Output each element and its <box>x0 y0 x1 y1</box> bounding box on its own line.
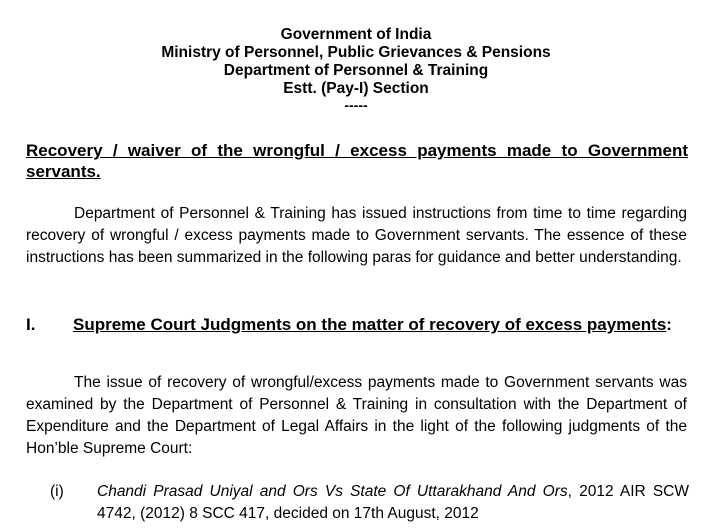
case-name: Chandi Prasad Uniyal and Ors Vs State Of Uttarakhand And Ors <box>97 483 568 500</box>
list-item-number: (i) <box>50 483 64 500</box>
header-ministry: Ministry of Personnel, Public Grievances & Pensions <box>161 44 551 61</box>
case-citation: , 2012 AIR SCW 4742, (2012) 8 SCC 417, decided on 17th August, 2012 <box>97 483 690 522</box>
section-title: Supreme Court Judgments on the matter of recovery of excess payments <box>73 315 667 334</box>
section-number: I. <box>26 315 36 334</box>
section-paragraph-text: The issue of recovery of wrongful/excess payments made to Government servants was examined by the Department of Personnel & Training in consultation with the Department of Expenditure and the Department of Legal Affairs in the light of the following judgments of the Hon’ble Supreme Court: <box>26 374 687 457</box>
header-government: Government of India <box>280 26 432 43</box>
intro-paragraph <box>26 203 687 269</box>
section-heading <box>73 314 689 335</box>
header-section: Estt. (Pay-I) Section <box>283 80 429 97</box>
document-title: Recovery / waiver of the wrongful / excess payments made to Government servants. <box>26 141 688 181</box>
list-item <box>97 481 689 525</box>
header-department: Department of Personnel & Training <box>223 62 489 79</box>
intro-paragraph-text: Department of Personnel & Training has issued instructions from time to time regarding recovery of wrongful / excess payments made to Government servants. The essence of these instructions has been summarized in the following paras for guidance and better understanding. <box>26 205 687 266</box>
document-header <box>0 26 712 112</box>
section-paragraph <box>26 372 687 460</box>
section-title-suffix: : <box>666 315 672 334</box>
header-separator: ----- <box>344 97 368 113</box>
